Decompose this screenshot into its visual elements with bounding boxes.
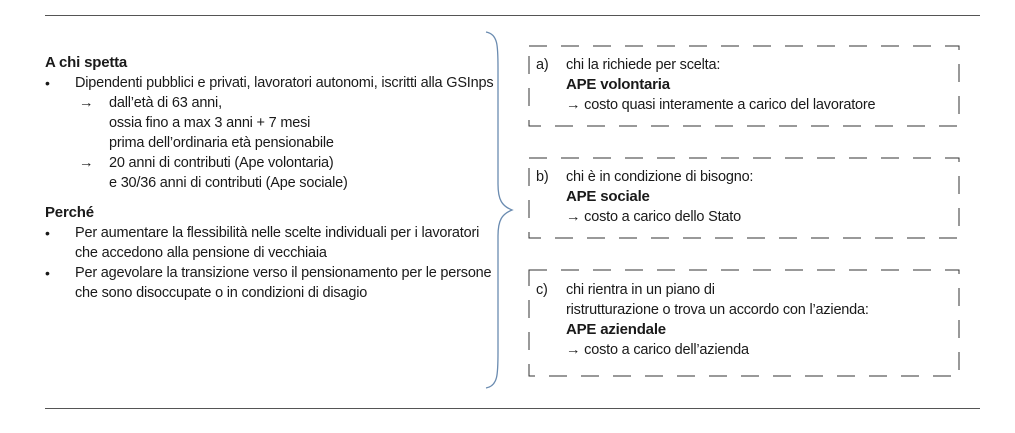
sub-line: e 30/36 anni di contributi (Ape sociale) xyxy=(109,175,348,191)
option-cost: → costo a carico dell’azienda xyxy=(566,342,749,358)
option-letter: c) xyxy=(536,282,548,298)
option-title: APE volontaria xyxy=(566,76,670,93)
bullet-icon: • xyxy=(45,225,50,241)
bottom-rule xyxy=(45,408,980,409)
bullet-text: Per agevolare la transizione verso il pensionamento per le persone che sono disoccupate o in condizioni di disagio xyxy=(75,265,492,301)
option-line: chi la richiede per scelta: xyxy=(566,57,721,73)
option-box-a xyxy=(528,45,960,127)
arrow-icon: → xyxy=(79,155,94,171)
bullet-item xyxy=(45,263,495,303)
section-heading-perche: Perché xyxy=(45,204,94,221)
arrow-icon: → xyxy=(566,97,581,113)
option-line: chi è in condizione di bisogno: xyxy=(566,169,754,185)
bullet-icon: • xyxy=(45,75,50,91)
option-cost: → costo a carico dello Stato xyxy=(566,209,741,225)
left-column xyxy=(45,53,495,303)
sub-line: prima dell’ordinaria età pensionabile xyxy=(109,135,334,151)
top-rule xyxy=(45,15,980,16)
sub-item-contributions xyxy=(45,153,495,193)
bullet-item xyxy=(45,223,495,263)
sub-line: ossia fino a max 3 anni + 7 mesi xyxy=(109,115,311,131)
option-box-b xyxy=(528,157,960,239)
sub-line: dall’età di 63 anni, xyxy=(109,95,222,111)
option-title: APE aziendale xyxy=(566,321,666,338)
option-box-c xyxy=(528,269,960,377)
option-line: chi rientra in un piano di xyxy=(566,282,715,298)
option-letter: b) xyxy=(536,169,549,185)
bullet-item xyxy=(45,73,495,93)
option-line: ristrutturazione o trova un accordo con l’azienda: xyxy=(566,302,869,318)
arrow-icon: → xyxy=(566,342,581,358)
arrow-icon: → xyxy=(79,95,94,111)
bullet-text: Per aumentare la flessibilità nelle scelte individuali per i lavoratori che accedono alla pensione di vecchiaia xyxy=(75,225,480,261)
option-title: APE sociale xyxy=(566,188,650,205)
sub-item-age xyxy=(45,93,495,153)
section-heading-a-chi-spetta: A chi spetta xyxy=(45,54,128,71)
bullet-text: Dipendenti pubblici e privati, lavoratori autonomi, iscritti alla GSInps xyxy=(75,75,494,91)
curly-brace-icon xyxy=(478,28,518,392)
option-cost: → costo quasi interamente a carico del lavoratore xyxy=(566,97,876,113)
arrow-icon: → xyxy=(566,209,581,225)
sub-line: 20 anni di contributi (Ape volontaria) xyxy=(109,155,334,171)
option-letter: a) xyxy=(536,57,549,73)
bullet-icon: • xyxy=(45,265,50,281)
